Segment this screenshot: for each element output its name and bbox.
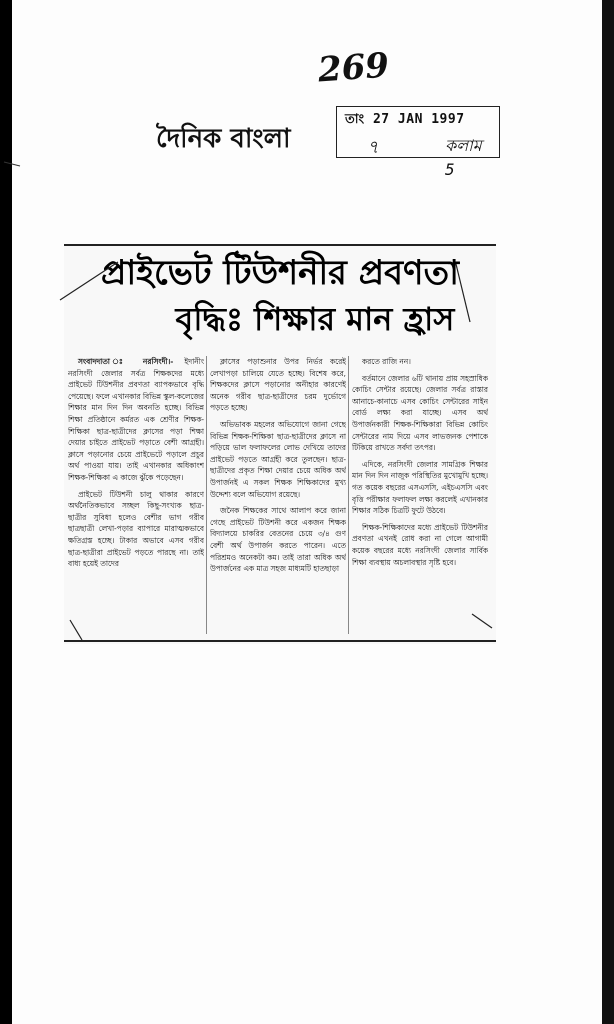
col2-paragraph-2: অভিভাবক মহলের অভিযোগে জানা গেছে বিভিন্ন শিক্ষক-শিক্ষিকা ছাত্র-ছাত্রীদের ক্লাসে না পড়িয়ে ভাল ফলাফলের লোভ দেখিয়ে তাদের প্রাইভেট পড়তে আগ্রহী করে তুলছেন। ছাত্র-ছাত্রীদের প্রকৃত শিক্ষা দেয়ার চেয়ে অধিক অর্থ উপার্জনই এ সকল শিক্ষক শিক্ষিকাদের মুখ্য উদ্দেশ্য বলে অভিযোগ রয়েছে।	[210, 419, 346, 499]
article-headline	[68, 250, 492, 342]
stamp-page: ৭	[367, 137, 379, 158]
col1-paragraph-1: ইদানীং নরসিংদী জেলার সর্বত্র শিক্ষকদের মধ্যে প্রাইভেট টিউশনীর প্রবণতা ব্যাপকভাবে বৃদ্ধি পেয়েছে। ফলে এখানকার বিভিন্ন স্কুল-কলেজের শিক্ষার মান দিন দিন অবনতি হচ্ছে। বিভিন্ন শিক্ষা প্রতিষ্ঠানে কর্মরত এক শ্রেণীর শিক্ষক-শিক্ষিকা ছাত্র-ছাত্রীদের ক্লাসের পড়া শিক্ষা দেয়ার চাইতে প্রাইভেট পড়াতে বেশী আগ্রহী। ক্লাসে পড়ানোর চেয়ে প্রাইভেটে পড়ালে প্রচুর অর্থ পাওয়া যায়। তাই এখানকার অধিকাংশ শিক্ষক-শিক্ষিকা এ কাজে ঝুঁকে পড়েছেন।	[68, 357, 204, 482]
column-divider	[206, 356, 207, 634]
clipping-bottom-rule	[64, 640, 496, 642]
col3-paragraph-4: শিক্ষক-শিক্ষিকাদের মধ্যে প্রাইভেট টিউশনীর প্রবণতা এখনই রোধ করা না গেলে আগামী কয়েক বছরের মধ্যে নরসিংদী জেলার সার্বিক শিক্ষা ব্যবস্থায় অচলাবস্থার সৃষ্টি হবে।	[352, 522, 488, 567]
headline-line-1: প্রাইভেট টিউশনীর প্রবণতা	[101, 253, 459, 293]
col1-paragraph-2: প্রাইভেট টিউশনী চালু থাকার কারণে অর্থনৈতিকভাবে সচ্ছল কিছু-সংখ্যক ছাত্র-ছাত্রীর সুবিধা হলেও বেশীর ভাগ গরীব ছাত্রছাত্রী লেখা-পড়ার ব্যাপারে মারাত্মকভাবে ক্ষতিগ্রস্ত হচ্ছে। টাকার অভাবে এসব গরীব ছাত্র-ছাত্রীরা প্রাইভেট পড়তে পারছে না। তাই বাধ্য হয়েই তাদের	[68, 489, 204, 569]
article-column-1	[68, 356, 204, 636]
stamp-column: কলাম 5	[445, 136, 482, 179]
stamp-date: তাং 27 JAN 1997	[345, 112, 465, 127]
col3-paragraph-3: এদিকে, নরসিংদী জেলার সামগ্রিক শিক্ষার মান দিন দিন নাজুক পরিস্থিতির মুখোমুখি হচ্ছে। গত কয়েক বছরের এসএসসি, এইচএসসি এবং বৃত্তি পরীক্ষার ফলাফল লক্ষ্য করলেই এখানকার শিক্ষার সঠিক চিত্রটি ফুটে উঠবে।	[352, 459, 488, 516]
article-column-3	[352, 356, 488, 618]
scan-edge	[602, 0, 614, 1024]
handwritten-page-number: 269	[316, 45, 391, 91]
date-stamp	[336, 106, 500, 179]
headline-line-2: বৃদ্ধিঃ শিক্ষার মান হ্রাস	[175, 300, 455, 338]
col3-paragraph-2: বর্তমানে জেলার ৬টি থানায় প্রায় সহস্রাধিক কোচিং সেন্টার রয়েছে। জেলার সর্বত্র রাস্তার আনাচে-কানাচে এসব কোচিং সেন্টারের সাইন বোর্ড লক্ষ্য করা যাচ্ছে। এসব অর্থ উপার্জনকারী শিক্ষক-শিক্ষিকারা বিভিন্ন কোচিং সেন্টারের নাম দিয়ে এসব লাভজনক পেশাকে টিকিয়ে রাখতে সর্বদা তৎপর।	[352, 373, 488, 453]
article-dateline: সংবাদদাতা ঃ নরসিংদী।-	[78, 357, 174, 366]
col2-paragraph-3: জনৈক শিক্ষকের সাথে আলাপ করে জানা গেছে প্রাইভেট টিউশনী করে একজন শিক্ষক বিদ্যালয়ে চাকরির বেতনের চেয়ে ৩/৪ গুণ বেশী অর্থ উপার্জন করতে পারেন। এতে পরিশ্রমও অনেকটা কম। তাই তারা অধিক অর্থ উপার্জনের এক মাত্র সহজ মাধ্যমটি হাতছাড়া	[210, 506, 346, 574]
article-column-2	[210, 356, 346, 636]
newspaper-name: দৈনিক বাংলা	[156, 124, 291, 154]
col2-paragraph-1: ক্লাসের পড়াশুনার উপর নির্ভর করেই লেখাপড়া চালিয়ে যেতে হচ্ছে। বিশেষ করে, শিক্ষকদের ক্লাসে পড়ানোর অনীহার কারণেই অনেক গরীব ছাত্র-ছাত্রীদের চরম দুর্ভোগে পড়তে হচ্ছে।	[210, 357, 346, 413]
column-divider	[348, 356, 349, 634]
clipping-top-rule	[64, 244, 496, 246]
col3-paragraph-1: করতে রাজি নন।	[362, 357, 411, 366]
